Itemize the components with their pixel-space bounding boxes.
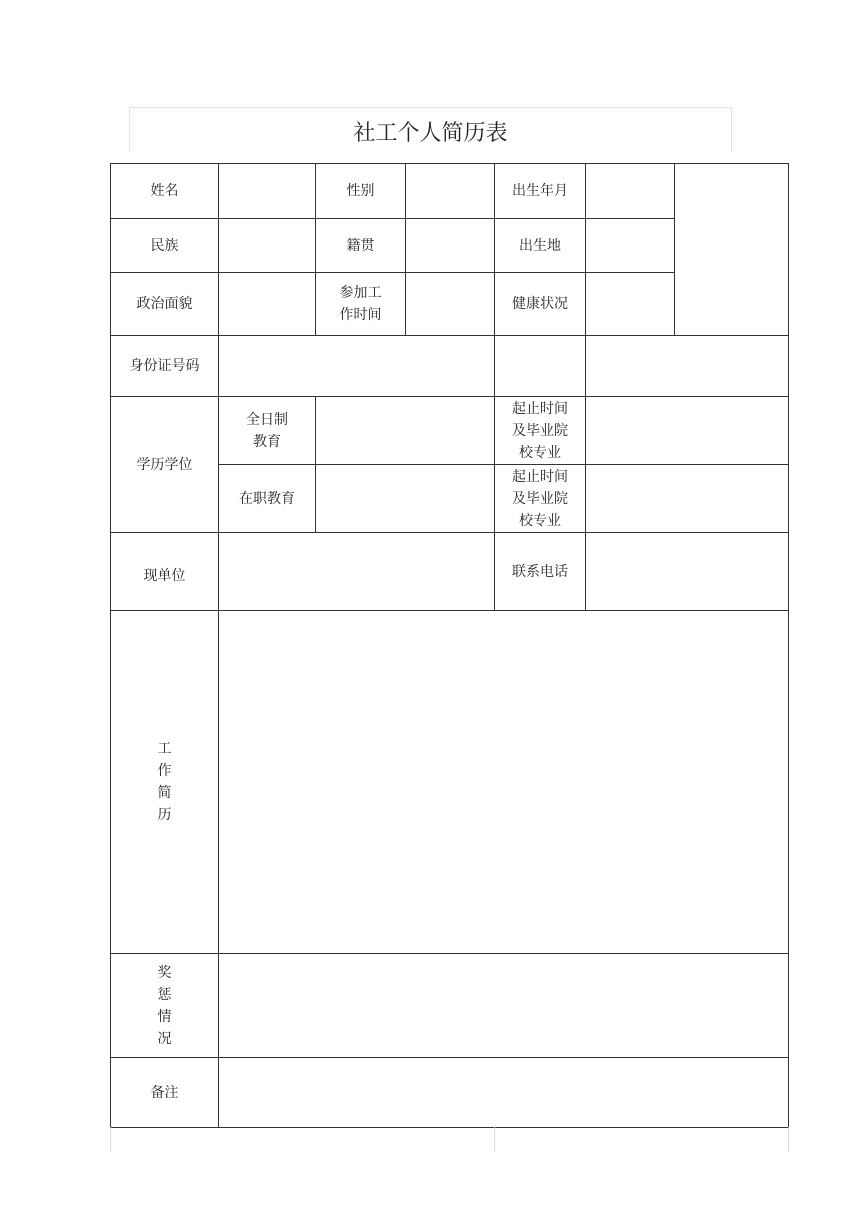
label-health: 健康状况 — [494, 272, 586, 336]
id-number-field[interactable] — [218, 335, 495, 397]
work-start-field[interactable] — [405, 272, 495, 336]
birth-date-field[interactable] — [585, 163, 675, 219]
label-employer: 现单位 — [110, 532, 219, 611]
label-work-history: 工作简历 — [110, 610, 219, 954]
label-in-service-period: 起止时间及毕业院校专业 — [494, 464, 586, 533]
label-id-number: 身份证号码 — [110, 335, 219, 397]
label-work-start: 参加工作时间 — [315, 272, 406, 336]
footer-divider — [788, 1127, 789, 1151]
label-political-status: 政治面貌 — [110, 272, 219, 336]
label-birthplace: 出生地 — [494, 218, 586, 273]
native-place-field[interactable] — [405, 218, 495, 273]
remarks-field[interactable] — [218, 1057, 789, 1128]
health-field[interactable] — [585, 272, 675, 336]
label-ethnicity: 民族 — [110, 218, 219, 273]
label-full-time: 全日制教育 — [218, 396, 316, 465]
label-remarks: 备注 — [110, 1057, 219, 1128]
birthplace-field[interactable] — [585, 218, 675, 273]
name-field[interactable] — [218, 163, 316, 219]
footer-divider — [110, 1127, 111, 1151]
ethnicity-field[interactable] — [218, 218, 316, 273]
in-service-period-field[interactable] — [585, 464, 789, 533]
label-rewards: 奖惩情况 — [110, 953, 219, 1058]
label-native-place: 籍贯 — [315, 218, 406, 273]
label-gender: 性别 — [315, 163, 406, 219]
full-time-field[interactable] — [315, 396, 495, 465]
label-birth-date: 出生年月 — [494, 163, 586, 219]
label-phone: 联系电话 — [494, 532, 586, 611]
label-full-time-period: 起止时间及毕业院校专业 — [494, 396, 586, 465]
label-name: 姓名 — [110, 163, 219, 219]
full-time-period-field[interactable] — [585, 396, 789, 465]
work-history-field[interactable] — [218, 610, 789, 954]
in-service-field[interactable] — [315, 464, 495, 533]
label-education: 学历学位 — [110, 396, 219, 533]
title-box — [129, 107, 732, 152]
footer-divider — [494, 1127, 495, 1151]
page-title: 社工个人简历表 — [353, 121, 508, 146]
rewards-field[interactable] — [218, 953, 789, 1058]
id-extra-field[interactable] — [494, 335, 586, 397]
political-status-field[interactable] — [218, 272, 316, 336]
phone-field[interactable] — [585, 532, 789, 611]
label-in-service: 在职教育 — [218, 464, 316, 533]
gender-field[interactable] — [405, 163, 495, 219]
photo-field[interactable] — [674, 163, 789, 336]
id-extra2-field[interactable] — [585, 335, 789, 397]
employer-field[interactable] — [218, 532, 495, 611]
